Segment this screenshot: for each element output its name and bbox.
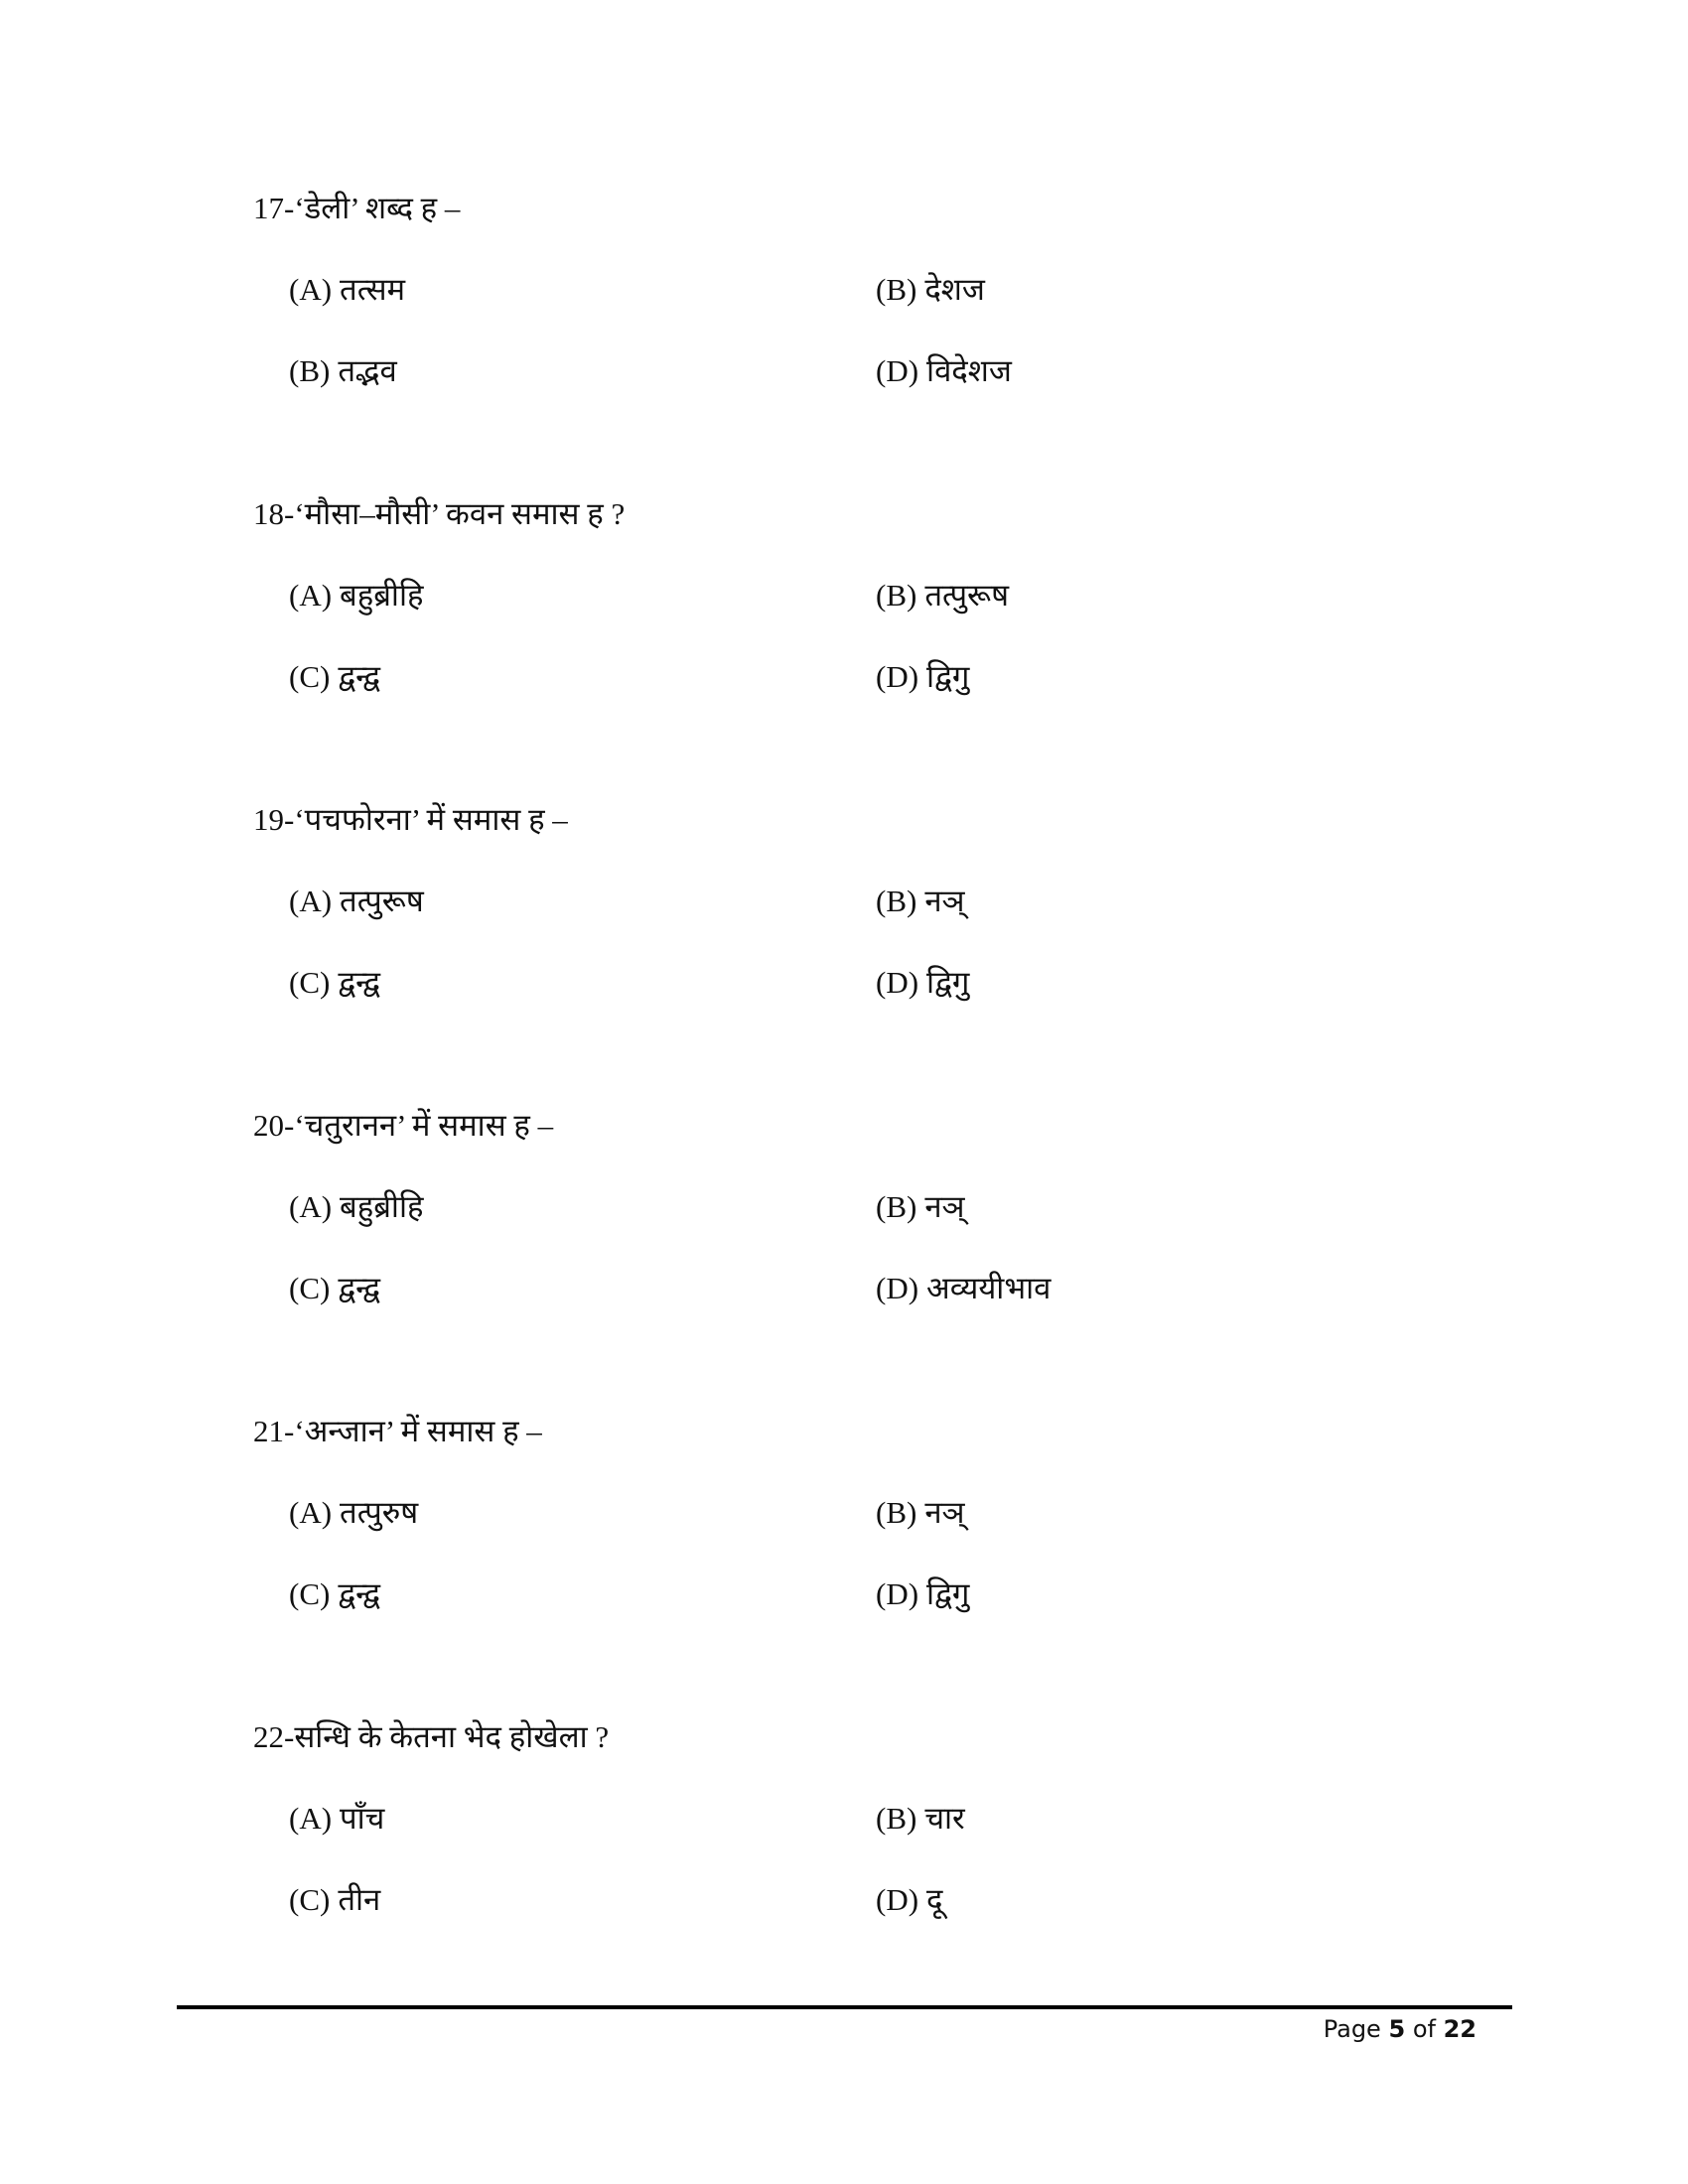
option-text: द्वन्द्व <box>338 659 380 694</box>
option-label: (A) <box>289 578 333 613</box>
option-label: (B) <box>876 1495 917 1530</box>
option-text: विदेशज <box>926 353 1012 388</box>
answer-option <box>876 1269 1051 1308</box>
answer-option <box>876 1574 969 1614</box>
answer-option <box>876 351 1012 391</box>
option-text: बहुब्रीहि <box>340 578 424 613</box>
option-label: (D) <box>876 965 919 1000</box>
option-text: तत्पुरूष <box>340 884 424 918</box>
total-pages: 22 <box>1443 2015 1477 2043</box>
answer-option <box>289 1880 380 1920</box>
answer-option <box>289 270 405 310</box>
answer-option <box>876 882 965 921</box>
option-label: (A) <box>289 1495 333 1530</box>
answer-option <box>876 963 969 1003</box>
question-block <box>253 800 1544 1098</box>
answer-option <box>876 576 1009 615</box>
question-block <box>253 1412 1544 1709</box>
option-text: दू <box>926 1882 943 1917</box>
question-text: 20-‘चतुरानन’ में समास ह – <box>253 1108 554 1143</box>
question-text: 17-‘डेली’ शब्द ह – <box>253 191 461 225</box>
option-label: (B) <box>876 884 917 918</box>
option-text: तत्सम <box>340 272 406 307</box>
answer-option <box>289 576 423 615</box>
answer-option <box>289 882 424 921</box>
option-label: (D) <box>876 659 919 694</box>
question-text: 21-‘अन्जान’ में समास ह – <box>253 1414 542 1448</box>
option-label: (B) <box>876 1801 917 1836</box>
answer-option <box>289 1799 384 1839</box>
option-text: बहुब्रीहि <box>340 1189 424 1224</box>
of-word: of <box>1412 2015 1436 2043</box>
page-indicator <box>1324 2015 1477 2043</box>
page-word: Page <box>1323 2015 1381 2043</box>
question-text: 19-‘पचफोरना’ में समास ह – <box>253 802 568 837</box>
option-text: पाँच <box>340 1801 385 1836</box>
answer-option <box>289 657 380 697</box>
option-label: (D) <box>876 1882 919 1917</box>
option-text: द्वन्द्व <box>338 1271 380 1305</box>
option-label: (A) <box>289 884 333 918</box>
option-label: (B) <box>876 1189 917 1224</box>
answer-option <box>289 1493 418 1533</box>
option-text: द्वन्द्व <box>338 1576 380 1611</box>
option-text: अव्ययीभाव <box>926 1271 1052 1305</box>
option-text: द्विगु <box>926 965 970 1000</box>
question-text: 22-सन्धि के केतना भेद होखेला ? <box>253 1719 610 1754</box>
option-text: तत्पुरुष <box>340 1495 419 1530</box>
option-text: तद्भव <box>338 353 397 388</box>
option-text: नञ् <box>924 1189 965 1224</box>
option-text: द्वन्द्व <box>338 965 380 1000</box>
footer-divider <box>177 2005 1512 2009</box>
answer-option <box>289 963 380 1003</box>
option-label: (B) <box>876 578 917 613</box>
answer-option <box>289 1269 380 1308</box>
answer-option <box>876 270 985 310</box>
answer-option <box>876 1880 943 1920</box>
answer-option <box>289 351 397 391</box>
option-label: (A) <box>289 1189 333 1224</box>
option-text: नञ् <box>924 884 965 918</box>
option-label: (C) <box>289 965 331 1000</box>
option-label: (B) <box>876 272 917 307</box>
option-text: नञ् <box>924 1495 965 1530</box>
answer-option <box>876 1493 965 1533</box>
option-text: तीन <box>338 1882 381 1917</box>
answer-option <box>289 1574 380 1614</box>
question-text: 18-‘मौसा–मौसी’ कवन समास ह ? <box>253 496 626 531</box>
option-label: (D) <box>876 353 919 388</box>
option-label: (C) <box>289 659 331 694</box>
answer-option <box>876 657 969 697</box>
option-text: देशज <box>924 272 985 307</box>
option-text: तत्पुरूष <box>924 578 1010 613</box>
current-page: 5 <box>1388 2015 1406 2043</box>
option-label: (C) <box>289 1271 331 1305</box>
question-block <box>253 494 1544 792</box>
option-text: चार <box>924 1801 965 1836</box>
answer-option <box>289 1187 423 1227</box>
option-label: (B) <box>289 353 331 388</box>
option-label: (A) <box>289 1801 333 1836</box>
option-label: (C) <box>289 1576 331 1611</box>
answer-option <box>876 1799 965 1839</box>
question-block <box>253 1717 1544 2015</box>
question-block <box>253 1106 1544 1404</box>
option-label: (A) <box>289 272 333 307</box>
question-block <box>253 189 1544 486</box>
option-text: द्विगु <box>926 659 970 694</box>
option-label: (D) <box>876 1576 919 1611</box>
option-label: (C) <box>289 1882 331 1917</box>
answer-option <box>876 1187 965 1227</box>
option-label: (D) <box>876 1271 919 1305</box>
option-text: द्विगु <box>926 1576 970 1611</box>
